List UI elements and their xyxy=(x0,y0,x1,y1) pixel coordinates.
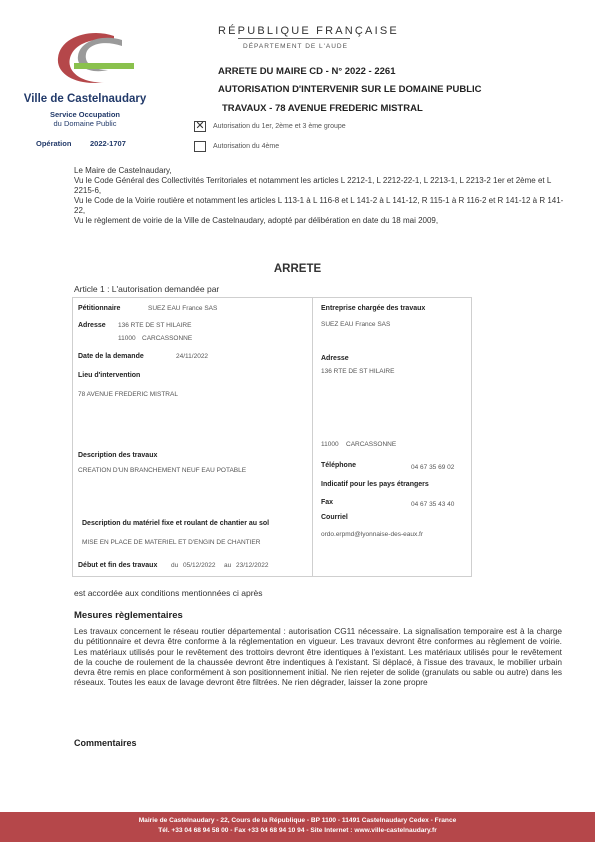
checkbox-groups-1-3-label: Autorisation du 1er, 2ème et 3 ème groupe xyxy=(213,123,346,130)
castelnaudary-logo xyxy=(52,30,140,90)
debut-fin-label: Début et fin des travaux xyxy=(78,562,158,569)
footer-address: Mairie de Castelnaudary - 22, Cours de la République - BP 1100 - 11491 Castelnaudary Cedex - France xyxy=(138,817,457,824)
courriel-label: Courriel xyxy=(321,514,348,521)
entreprise-city: CARCASSONNE xyxy=(346,441,397,448)
materiel-label: Description du matériel fixe et roulant de chantier au sol xyxy=(82,520,270,527)
republique-header: RÉPUBLIQUE FRANÇAISE xyxy=(218,25,399,37)
entreprise-adresse-label: Adresse xyxy=(321,355,349,362)
checkbox-group-4[interactable] xyxy=(194,141,206,152)
materiel-value: MISE EN PLACE DE MATERIEL ET D'ENGIN DE CHANTIER xyxy=(82,539,261,546)
town-name: Ville de Castelnaudary xyxy=(23,93,147,105)
operation-value: 2022-1707 xyxy=(90,139,126,148)
header-divider xyxy=(238,38,350,39)
telephone-label: Téléphone xyxy=(321,462,357,469)
service-name xyxy=(30,111,140,128)
postal-code-value: 11000 xyxy=(118,335,136,342)
fax-label: Fax xyxy=(321,499,334,506)
authorization-title: AUTORISATION D'INTERVENIR SUR LE DOMAINE PUBLIC xyxy=(218,84,482,95)
entreprise-label: Entreprise chargée des travaux xyxy=(321,305,426,312)
adresse-value: 136 RTE DE ST HILAIRE xyxy=(118,322,192,329)
description-travaux-label: Description des travaux xyxy=(78,452,158,459)
section-title: ARRETE xyxy=(273,263,322,275)
check-cross-icon: ✕ xyxy=(195,120,205,132)
date-demande-label: Date de la demande xyxy=(78,353,144,360)
mesures-text: Les travaux concernent le réseau routier départemental : autorisation CG11 nécessaire. La signalisation temporaire est à la charge du pétitionnaire et devra être conforme à la réglementation en vigueur. Les travaux devront être conformes au règlement de voirie. Les matériaux utilisés pour le revêtement des trottoirs devront être identiques à l'existant. Les matériaux utilisés pour le revêtement de la couche de roulement de la chaussée devront être indentiques à l'existant. Si déplacé, à l'issue des travaux, le mobilier urbain devra être remis en place conformément à son positionnement initial. Ne rien rejeter de solide (granulats ou sable ou autre) dans les réseaux. Toutes les eaux de lavage devront être filtrées. Ne rien dégrader, laisser la zone propre xyxy=(74,626,562,688)
arrete-number-title: ARRETE DU MAIRE CD - N° 2022 - 2261 xyxy=(218,66,396,77)
intro-paragraphs xyxy=(74,166,570,226)
entreprise-value: SUEZ EAU France SAS xyxy=(321,321,391,328)
description-travaux-value: CREATION D'UN BRANCHEMENT NEUF EAU POTABLE xyxy=(78,467,247,474)
checkbox-group-4-label: Autorisation du 4ème xyxy=(213,143,280,150)
indicatif-label: Indicatif pour les pays étrangers xyxy=(321,481,429,488)
petitionnaire-label: Pétitionnaire xyxy=(78,305,121,312)
conditions-sentence: est accordée aux conditions mentionnées ci après xyxy=(74,588,263,598)
city-value: CARCASSONNE xyxy=(142,335,193,342)
debut-date-value: 05/12/2022 xyxy=(183,562,216,569)
form-column-divider xyxy=(312,297,313,577)
courriel-value: ordo.erpmd@lyonnaise-des-eaux.fr xyxy=(321,531,423,538)
debut-du-label: du xyxy=(171,562,179,569)
fin-au-label: au xyxy=(224,562,232,569)
petitionnaire-value: SUEZ EAU France SAS xyxy=(148,305,218,312)
travaux-title: TRAVAUX - 78 AVENUE FREDERIC MISTRAL xyxy=(222,103,423,114)
commentaires-title: Commentaires xyxy=(74,738,137,748)
service-line-1: Service Occupation xyxy=(49,110,121,119)
intro-line: Vu le Code Général des Collectivités Territoriales et notamment les articles L 2212-1, L 2212-22-1, L 2213-1, L 2213-2 1er et 2ème et L 2215-6, xyxy=(74,176,552,195)
entreprise-adresse-value: 136 RTE DE ST HILAIRE xyxy=(321,368,395,375)
mesures-title: Mesures règlementaires xyxy=(74,610,183,621)
intro-line: Le Maire de Castelnaudary, xyxy=(74,166,172,175)
entreprise-postal-code: 11000 xyxy=(321,441,339,448)
fax-value: 04 67 35 43 40 xyxy=(411,501,455,508)
footer-contact: Tél. +33 04 68 94 58 00 - Fax +33 04 68 94 10 94 - Site Internet : www.ville-castelnaudary.fr xyxy=(158,827,437,834)
operation-label: Opération xyxy=(36,139,72,148)
intro-line: Vu le règlement de voirie de la Ville de Castelnaudary, adopté par délibération en date du 18 mai 2009, xyxy=(74,216,439,225)
date-demande-value: 24/11/2022 xyxy=(176,353,209,360)
telephone-value: 04 67 35 69 02 xyxy=(411,464,455,471)
departement-header: DÉPARTEMENT DE L'AUDE xyxy=(243,43,348,50)
fin-date-value: 23/12/2022 xyxy=(236,562,269,569)
article-1-heading: Article 1 : L'autorisation demandée par xyxy=(74,284,220,294)
intro-line: Vu le Code de la Voirie routière et notamment les articles L 113-1 à L 116-8 et L 141-2 à L 141-12, R 115-1 à R 116-2 et R 141-12 à R 141-22, xyxy=(74,196,564,215)
lieu-intervention-label: Lieu d'intervention xyxy=(78,372,141,379)
adresse-label: Adresse xyxy=(78,322,106,329)
service-line-2: du Domaine Public xyxy=(53,118,117,128)
lieu-intervention-value: 78 AVENUE FREDERIC MISTRAL xyxy=(78,391,178,398)
